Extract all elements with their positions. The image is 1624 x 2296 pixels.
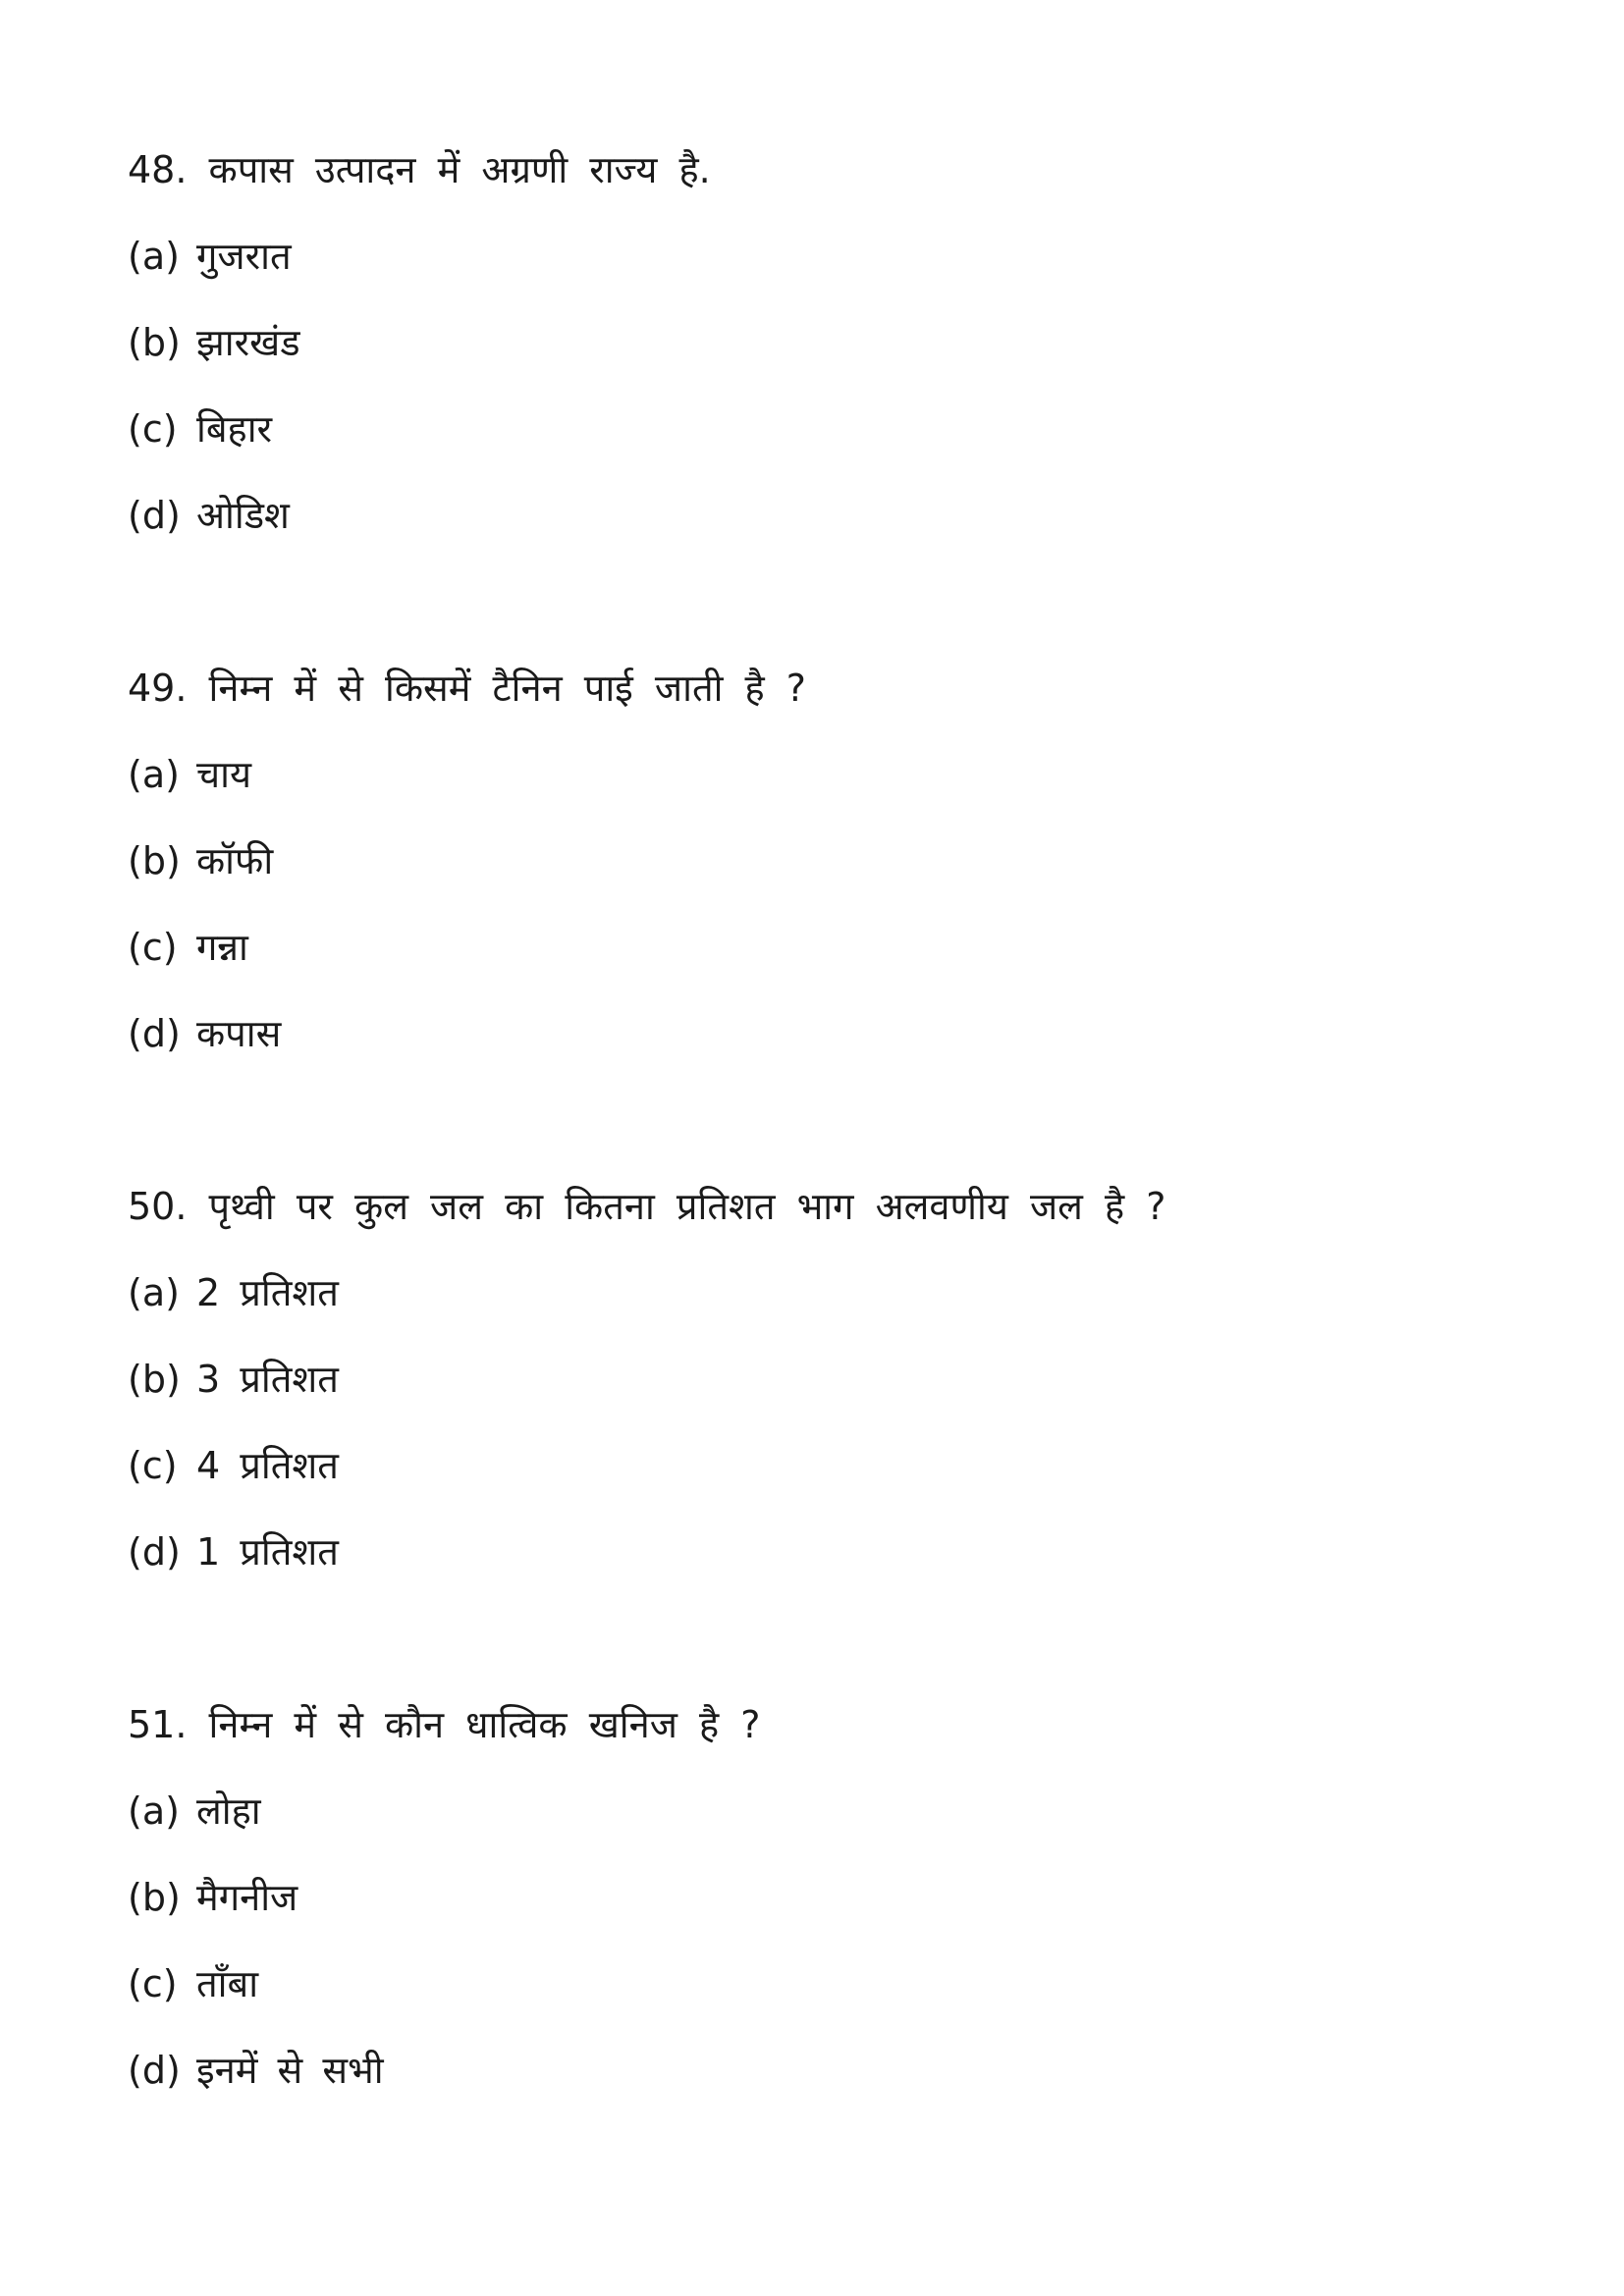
option-label: (c) — [128, 1962, 178, 2005]
question-text: 49. निम्न में से किसमें टैनिन पाई जाती है ? — [128, 667, 806, 710]
option-label: (b) — [128, 839, 181, 882]
option-b — [128, 836, 1502, 885]
option-d — [128, 2046, 1502, 2095]
option-text: चाय — [196, 753, 252, 796]
option-text: गुजरात — [196, 235, 292, 278]
option-c — [128, 923, 1502, 972]
question-text: 51. निम्न में से कौन धात्विक खनिज है ? — [128, 1703, 761, 1746]
option-label: (d) — [128, 1012, 181, 1055]
option-c — [128, 1959, 1502, 2008]
option-label: (b) — [128, 1876, 181, 1919]
option-d — [128, 491, 1502, 540]
option-a — [128, 1787, 1502, 1836]
option-text: बिहार — [196, 407, 273, 451]
option-label: (d) — [128, 494, 181, 537]
option-a — [128, 750, 1502, 799]
option-list — [128, 232, 1502, 540]
option-label: (a) — [128, 753, 180, 796]
option-label: (a) — [128, 235, 180, 278]
option-text: 4 प्रतिशत — [196, 1444, 339, 1487]
option-text: 2 प्रतिशत — [196, 1271, 339, 1314]
option-text: लोहा — [196, 1789, 261, 1833]
option-text: इनमें से सभी — [196, 2049, 384, 2092]
option-c — [128, 404, 1502, 454]
option-label: (d) — [128, 1530, 181, 1574]
option-label: (c) — [128, 926, 178, 969]
option-text: 1 प्रतिशत — [196, 1530, 339, 1574]
option-b — [128, 1355, 1502, 1404]
question-49 — [128, 664, 1502, 1058]
option-text: झारखंड — [196, 321, 300, 364]
option-list — [128, 750, 1502, 1058]
option-list — [128, 1787, 1502, 2095]
option-label: (c) — [128, 1444, 178, 1487]
question-text: 48. कपास उत्पादन में अग्रणी राज्य है. — [128, 148, 711, 191]
option-text: कपास — [196, 1012, 282, 1055]
option-d — [128, 1009, 1502, 1058]
option-a — [128, 1268, 1502, 1317]
option-text: ताँबा — [196, 1962, 259, 2005]
option-label: (b) — [128, 1358, 181, 1401]
option-label: (c) — [128, 407, 178, 451]
option-b — [128, 318, 1502, 367]
question-50 — [128, 1182, 1502, 1576]
option-label: (b) — [128, 321, 181, 364]
option-text: ओडिश — [196, 494, 290, 537]
option-b — [128, 1873, 1502, 1922]
option-text: 3 प्रतिशत — [196, 1358, 339, 1401]
option-text: गन्ना — [196, 926, 248, 969]
option-text: कॉफी — [196, 839, 274, 882]
question-text: 50. पृथ्वी पर कुल जल का कितना प्रतिशत भाग अलवणीय जल है ? — [128, 1185, 1166, 1228]
option-label: (d) — [128, 2049, 181, 2092]
option-label: (a) — [128, 1789, 180, 1833]
question-48 — [128, 145, 1502, 540]
question-51 — [128, 1700, 1502, 2095]
option-list — [128, 1268, 1502, 1576]
option-label: (a) — [128, 1271, 180, 1314]
option-c — [128, 1441, 1502, 1490]
option-a — [128, 232, 1502, 281]
option-text: मैगनीज — [196, 1876, 298, 1919]
option-d — [128, 1527, 1502, 1576]
